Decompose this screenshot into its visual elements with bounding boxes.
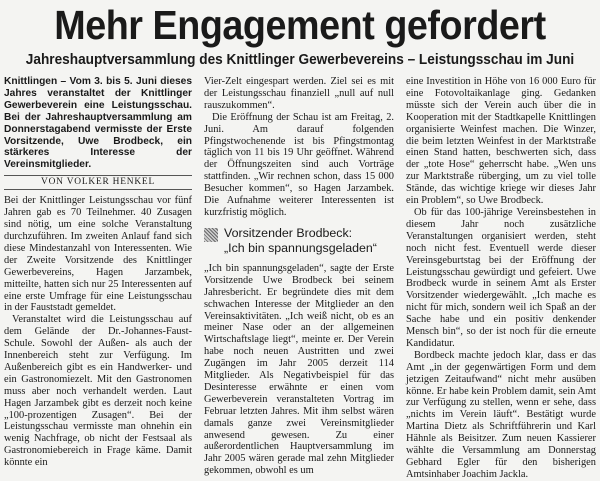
body-paragraph: „Ich bin spannungsgeladen“, sagte der Erste Vorsitzende Uwe Brodbeck bei seinem Jahresbericht. Er begründete dies mit dem schwachen Interesse der Mitglieder an den Vereinsaktivitäten. „Ich weiß nicht, ob es an meiner Nase oder an der allgemeinen Wirtschaftslage liegt“, meinte er. Der Verein habe noch neuen Austritten und zwei Zugängen im Jahr 2005 derzeit 114 Mitglieder. Als Negativbeispiel für das Desinteresse erwähnte er einen vom Gewerbeverein veranstalteten Vortrag im Februar letzten Jahres. Mit ihm selbst wären damals ganze zwei Vereinsmitglieder anwesend gewesen. Zu einer außerordentlichen Hauptversammlung im Jahr 2005 wären gerade mal zehn Mitglieder gekommen, obwohl es um xyxy=(204,262,394,477)
body-paragraph: Ob für das 100-jährige Vereinsbestehen in diesem Jahr noch zusätzliche Veranstaltungen organisiert werden, steht noch nicht fest. Eventuell werde dieser Vereinsgeburtstag bei der Eröffnung der Leistungsschau gewürdigt und gefeiert. Uwe Brodbeck wurde in seinem Amt als Erster Vorsitzender wiedergewählt. „Ich mache es nicht für mich, sondern weil ich Spaß an der Sache habe und ein positiv denkender Mensch bin“, so der ist noch für die erneute Kandidatur. xyxy=(406,206,596,349)
body-paragraph: Bordbeck machte jedoch klar, dass er das Amt „in der gegenwärtigen Form und dem jetzigen Zeitaufwand“ nicht mehr ausüben könne. Er habe kein Problem damit, sein Amt zur Verfügung zu stellen, wenn er sehe, dass „nichts im Verein läuft“. Bestätigt wurde Martina Dietz als Schriftführerin und Karl Hähnle als Beisitzer. Zum neuen Kassierer wählte die Versammlung am Donnerstag Gebhard Egler für den bisherigen Amtsinhaber Joachim Jackla. xyxy=(406,349,596,480)
article-column-1 xyxy=(4,76,192,469)
lead-paragraph: Knittlingen – Vom 3. bis 5. Juni dieses Jahres veranstaltet der Knittlinger Gewerbeverein eine Leistungsschau. Bei der Jahreshauptversammlung am Donnerstagabend vermisste der Erste Vorsitzende, Uwe Brodbeck, ein stärkeres Interesse der Vereinsmitglieder. xyxy=(4,76,192,171)
intertitle-line-2: „Ich bin spannungsgeladen“ xyxy=(224,240,377,255)
body-paragraph: eine Investition in Höhe von 16 000 Euro für eine Fotovoltaikanlage ging. Gedanken müsste sich der Verein auch über die in Kooperation mit der Stadtkapelle Knittlingen organisierte Weinfest machen. Die Winzer, die beim letzten Weinfest in der Marktstraße einen Stand hatten, beschwerten sich, dass der „tote Hose“ geherrscht habe. „Wen uns zur Marktstraße rüberging, um zu viel tolle Stände, das wichtige kriege wir dieses Jahr ein Problem“, so Uwe Brodbeck. xyxy=(406,76,596,207)
intertitle-square-icon xyxy=(204,228,218,242)
intertitle-line-1: Vorsitzender Brodbeck: xyxy=(224,225,353,240)
intertitle xyxy=(204,226,394,256)
body-paragraph: Die Eröffnung der Schau ist am Freitag, 2. Juni. Am darauf folgenden Pfingstwochenende ist bis Pfingstmontag täglich von 11 bis 19 Uhr geöffnet. Während der Öffnungszeiten sind auch Vorträge stattfinden. „Wir rechnen schon, dass 15 000 Besucher kommen“, so Hagen Jarzambek. Die Aufnahme weiterer Interessenten ist kurzfristig möglich. xyxy=(204,111,394,218)
body-paragraph: Veranstaltet wird die Leistungsschau auf dem Gelände der Dr.-Johannes-Faust-Schule. Sowohl der Außen- als auch der Innenbereich steht zur Verfügung. Im Außenbereich gibt es ein Handwerker- und ein Gastronomiezelt. Mit den Gastronomen muss aber noch verhandelt werden. Laut Hagen Jarzambek gibt es derzeit noch keine „100-prozentigen Zusagen“. Bei der Leistungsschau vermisste man ohnehin ein wenig Nachfrage, ob nicht der Festsaal als Gastronomiebereich in Frage käme. Damit könnte ein xyxy=(4,314,192,469)
body-paragraph: Vier-Zelt eingespart werden. Ziel sei es mit der Leistungsschau finanziell „null auf null rauszukommen“. xyxy=(204,76,394,111)
subheadline: Jahreshauptversammlung des Knittlinger Gewerbevereins – Leistungsschau im Juni xyxy=(25,52,575,68)
intertitle-text xyxy=(224,226,377,256)
body-paragraph: Bei der Knittlinger Leistungsschau vor fünf Jahren gab es 70 Teilnehmer. 40 Zusagen sind nötig, um eine solche Veranstaltung durchzuführen. Im zweiten Anlauf fand sich diese Mindestanzahl von Interessenten. Wie der Zweite Vorsitzende des Knittlinger Gewerbevereins, Hagen Jarzambek, mitteilte, hatten sich nur 25 Interessenten auf eine erste Umfrage für eine Leistungsschau in der Fauststadt gemeldet. xyxy=(4,195,192,314)
article-column-3 xyxy=(406,76,596,480)
article-column-2 xyxy=(204,76,394,477)
byline: VON VOLKER HENKEL xyxy=(4,175,192,190)
headline: Mehr Engagement gefordert xyxy=(54,2,546,48)
